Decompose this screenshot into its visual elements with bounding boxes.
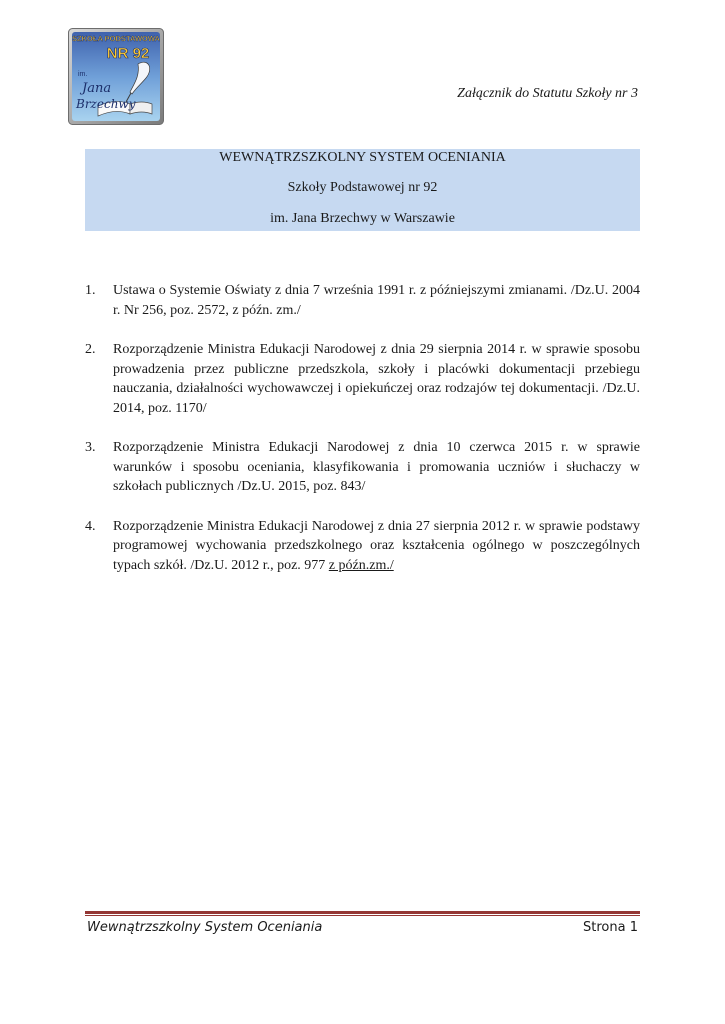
logo-school-name: SZKOŁA PODSTAWOWA: [72, 34, 160, 43]
list-item: [85, 340, 640, 418]
page-number: Strona 1: [583, 920, 638, 935]
list-item-text: Rozporządzenie Ministra Edukacji Narodowej z dnia 27 sierpnia 2012 r. w sprawie podstawy programowej wychowania przedszkolnego oraz kształcenia ogólnego w poszczególnych typach szkół. /Dz.U. 2012 r., poz. 977: [113, 518, 640, 573]
list-item-text: Ustawa o Systemie Oświaty z dnia 7 września 1991 r. z późniejszymi zmianami. /Dz.U. 2004 r. Nr 256, poz. 2572, z późn. zm./: [113, 283, 640, 318]
list-item: [85, 281, 640, 320]
logo-last-name: Brzechwy: [76, 97, 136, 111]
footer-divider-thin: [85, 915, 640, 916]
logo-im: im.: [78, 71, 88, 78]
school-name: Szkoły Podstawowej nr 92: [287, 180, 438, 195]
document-title-box: [85, 149, 640, 231]
list-item-number: 1.: [85, 283, 96, 298]
list-item: [85, 517, 640, 576]
list-item-text: Rozporządzenie Ministra Edukacji Narodowej z dnia 10 czerwca 2015 r. w sprawie warunków i sposobu oceniania, klasyfikowania i promowania uczniów i słuchaczy w szkołach publicznych /Dz.U. 2015, poz. 843/: [113, 440, 640, 494]
annex-note: Załącznik do Statutu Szkoły nr 3: [457, 86, 638, 101]
logo-first-name: Jana: [82, 81, 112, 96]
document-title: WEWNĄTRZSZKOLNY SYSTEM OCENIANIA: [219, 150, 506, 165]
school-logo: [68, 28, 164, 125]
list-item-amendment-note: z późn.zm./: [328, 557, 394, 573]
list-item: [85, 438, 640, 497]
footer-divider: [85, 911, 640, 914]
school-patron-location: im. Jana Brzechwy w Warszawie: [270, 211, 455, 226]
list-item-text: Rozporządzenie Ministra Edukacji Narodowej z dnia 29 sierpnia 2014 r. w sprawie sposobu prowadzenia przez publiczne przedszkola, szkoły i placówki dokumentacji przebiegu nauczania, działalności wychowawczej i opiekuńczej oraz rodzajów tej dokumentacji. /Dz.U. 2014, poz. 1170/: [113, 342, 640, 416]
list-item-number: 2.: [85, 342, 96, 357]
list-item-text-container: [113, 517, 640, 576]
legal-basis-list: [85, 281, 640, 595]
list-item-number: 3.: [85, 440, 96, 455]
list-item-number: 4.: [85, 518, 96, 534]
footer-title: Wewnątrzszkolny System Oceniania: [87, 920, 323, 935]
school-logo-graphic: [68, 28, 164, 125]
logo-school-number: NR 92: [106, 45, 150, 62]
